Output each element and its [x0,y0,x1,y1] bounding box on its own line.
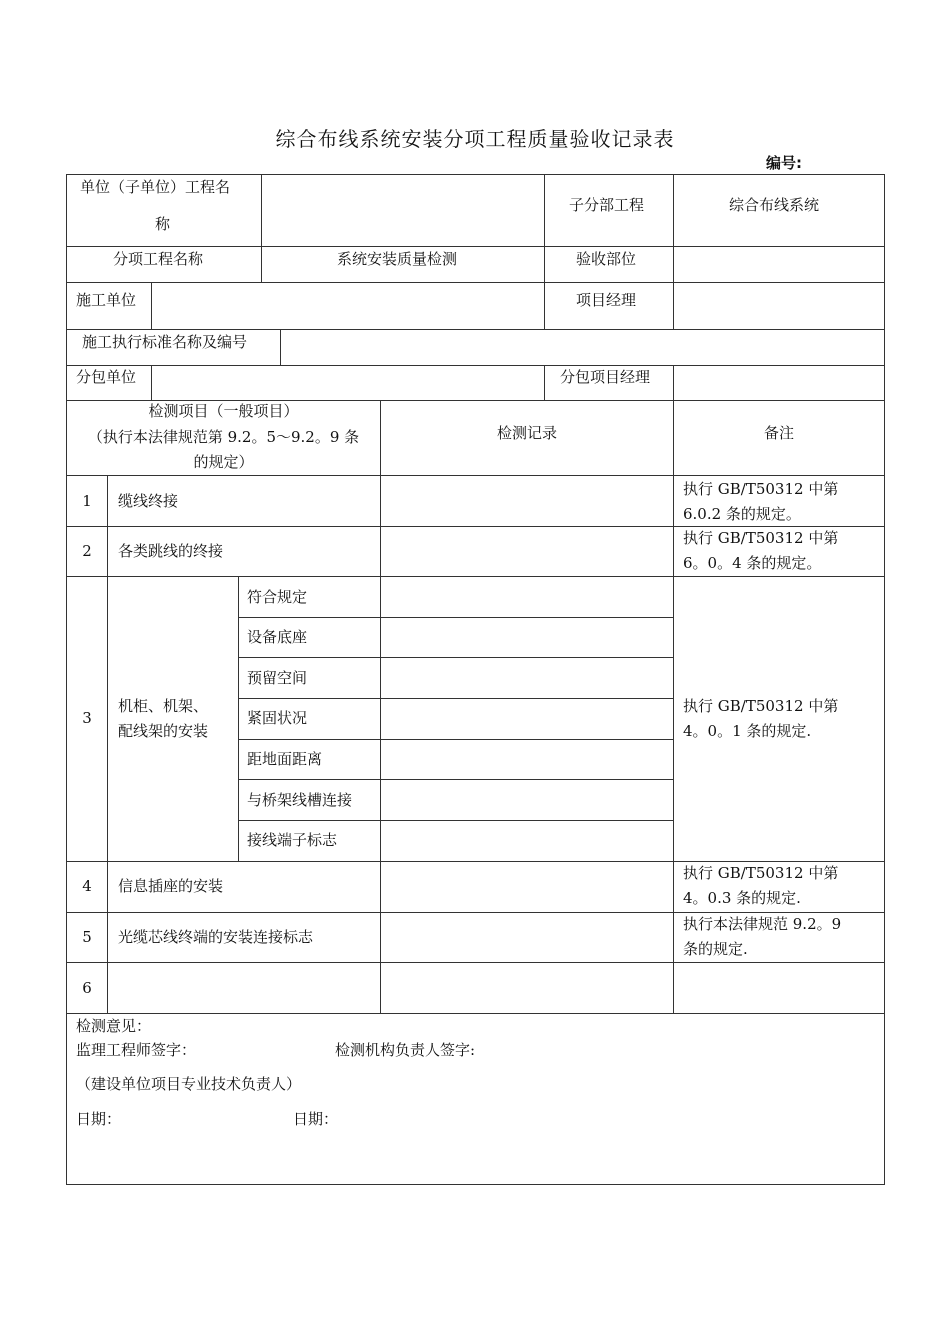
construction-unit-label: 施工单位 [76,291,137,309]
acceptance-part-label: 验收部位 [576,250,637,268]
col-divider [380,400,381,1014]
row-number: 5 [82,928,92,946]
sub-pm-field[interactable] [675,367,883,399]
sub-item-name: 设备底座 [247,628,308,646]
row-number: 4 [82,877,92,895]
table-border-top [66,174,885,175]
standard-field[interactable] [282,331,883,364]
record-field[interactable] [382,659,672,697]
record-field[interactable] [382,741,672,778]
sub-item-name: 紧固状况 [247,709,308,727]
table-border-left [66,174,67,1185]
row-divider [66,576,885,577]
col-divider [673,400,674,1014]
sub-division-value: 综合布线系统 [729,196,820,214]
sub-row-divider [238,617,674,618]
item-name: 信息插座的安装 [118,877,224,895]
sub-item-name: 与桥架线槽连接 [247,791,353,809]
sub-item-name: 符合规定 [247,588,308,606]
record-field[interactable] [382,700,672,738]
construction-unit-field[interactable] [153,284,543,328]
remark-column-header: 备注 [763,424,794,442]
row-divider [66,1013,885,1014]
sub-item-value: 系统安装质量检测 [337,250,458,268]
date-label-1: 日期： [76,1110,122,1128]
item-name-field[interactable] [109,964,379,1012]
sub-item-name: 接线端子标志 [247,831,338,849]
row-divider [66,365,885,366]
table-border-bottom [66,1184,885,1185]
inspection-opinion-label: 检测意见： [76,1017,152,1035]
subcontractor-label: 分包单位 [76,368,137,386]
row-divider [66,282,885,283]
sub-pm-label: 分包项目经理 [560,368,651,386]
supervisor-signature-label: 监理工程师签字： [76,1041,197,1059]
date-label-2: 日期： [293,1110,339,1128]
col-divider [151,365,152,401]
acceptance-part-field[interactable] [675,248,883,281]
record-field[interactable] [382,964,672,1012]
sub-item-name: 预留空间 [247,669,308,687]
row-divider [66,962,885,963]
item-remark: 执行 GB/T50312 中第 [683,480,839,498]
row-divider [66,246,885,247]
col-divider [544,174,545,330]
sub-row-divider [238,779,674,780]
unit-name-field[interactable] [262,180,544,246]
agency-signature-label: 检测机构负责人签字: [335,1041,476,1059]
col-divider [238,576,239,862]
record-field[interactable] [382,914,672,961]
standard-label: 施工执行标准名称及编号 [82,333,248,351]
col-divider [544,365,545,401]
sub-division-label: 子分部工程 [569,196,645,214]
col-divider [673,365,674,401]
row-divider [66,912,885,913]
row-divider [66,526,885,527]
record-field[interactable] [382,781,672,819]
item-remark-cont: 4。0。1 条的规定. [683,722,812,740]
item-name: 光缆芯线终端的安装连接标志 [118,928,314,946]
item-remark: 执行 GB/T50312 中第 [683,697,839,715]
col-divider [280,329,281,366]
item-column-header: 检测项目（一般项目） [148,402,299,420]
item-name: 缆线终接 [118,492,179,510]
item-column-header-note: （执行本法律规范第 9.2。5～9.2。9 条 [87,428,360,446]
sub-row-divider [238,698,674,699]
record-field[interactable] [382,863,672,911]
unit-name-label: 单位（子单位）工程名 [80,178,231,196]
row-number: 1 [82,492,92,510]
sub-item-name: 距地面距离 [247,750,323,768]
item-remark-cont: 条的规定. [683,940,748,958]
col-divider [151,282,152,330]
record-field[interactable] [382,477,672,525]
item-remark-cont: 4。0.3 条的规定. [683,889,801,907]
row-divider [66,861,885,862]
document-code-label: 编号: [766,154,802,172]
record-field[interactable] [382,528,672,575]
item-name: 各类跳线的终接 [118,542,224,560]
col-divider [673,174,674,330]
page-title: 综合布线系统安装分项工程质量验收记录表 [275,127,675,151]
record-field[interactable] [382,578,672,616]
item-name-cont: 配线架的安装 [118,722,209,740]
row-number: 3 [82,709,92,727]
col-divider [107,475,108,1014]
sub-item-label: 分项工程名称 [113,250,204,268]
sub-row-divider [238,657,674,658]
item-column-header-note-cont: 的规定） [193,453,254,471]
remark-field[interactable] [675,964,883,1012]
subcontractor-field[interactable] [153,367,543,399]
sub-row-divider [238,739,674,740]
sub-row-divider [238,820,674,821]
unit-name-label-cont: 称 [155,215,171,233]
row-divider [66,475,885,476]
item-remark-cont: 6.0.2 条的规定。 [683,505,801,523]
owner-tech-lead-label: （建设单位项目专业技术负责人） [76,1075,302,1093]
table-border-right [884,174,885,1185]
row-number: 6 [82,979,92,997]
item-remark-cont: 6。0。4 条的规定。 [683,554,822,572]
row-number: 2 [82,542,92,560]
record-field[interactable] [382,619,672,656]
item-remark: 执行本法律规范 9.2。9 [683,915,842,933]
project-manager-label: 项目经理 [576,291,637,309]
row-divider [66,400,885,401]
record-column-header: 检测记录 [496,424,557,442]
item-name: 机柜、机架、 [118,697,209,715]
item-remark: 执行 GB/T50312 中第 [683,864,839,882]
project-manager-field[interactable] [675,284,883,328]
record-field[interactable] [382,822,672,860]
item-remark: 执行 GB/T50312 中第 [683,529,839,547]
row-divider [66,329,885,330]
